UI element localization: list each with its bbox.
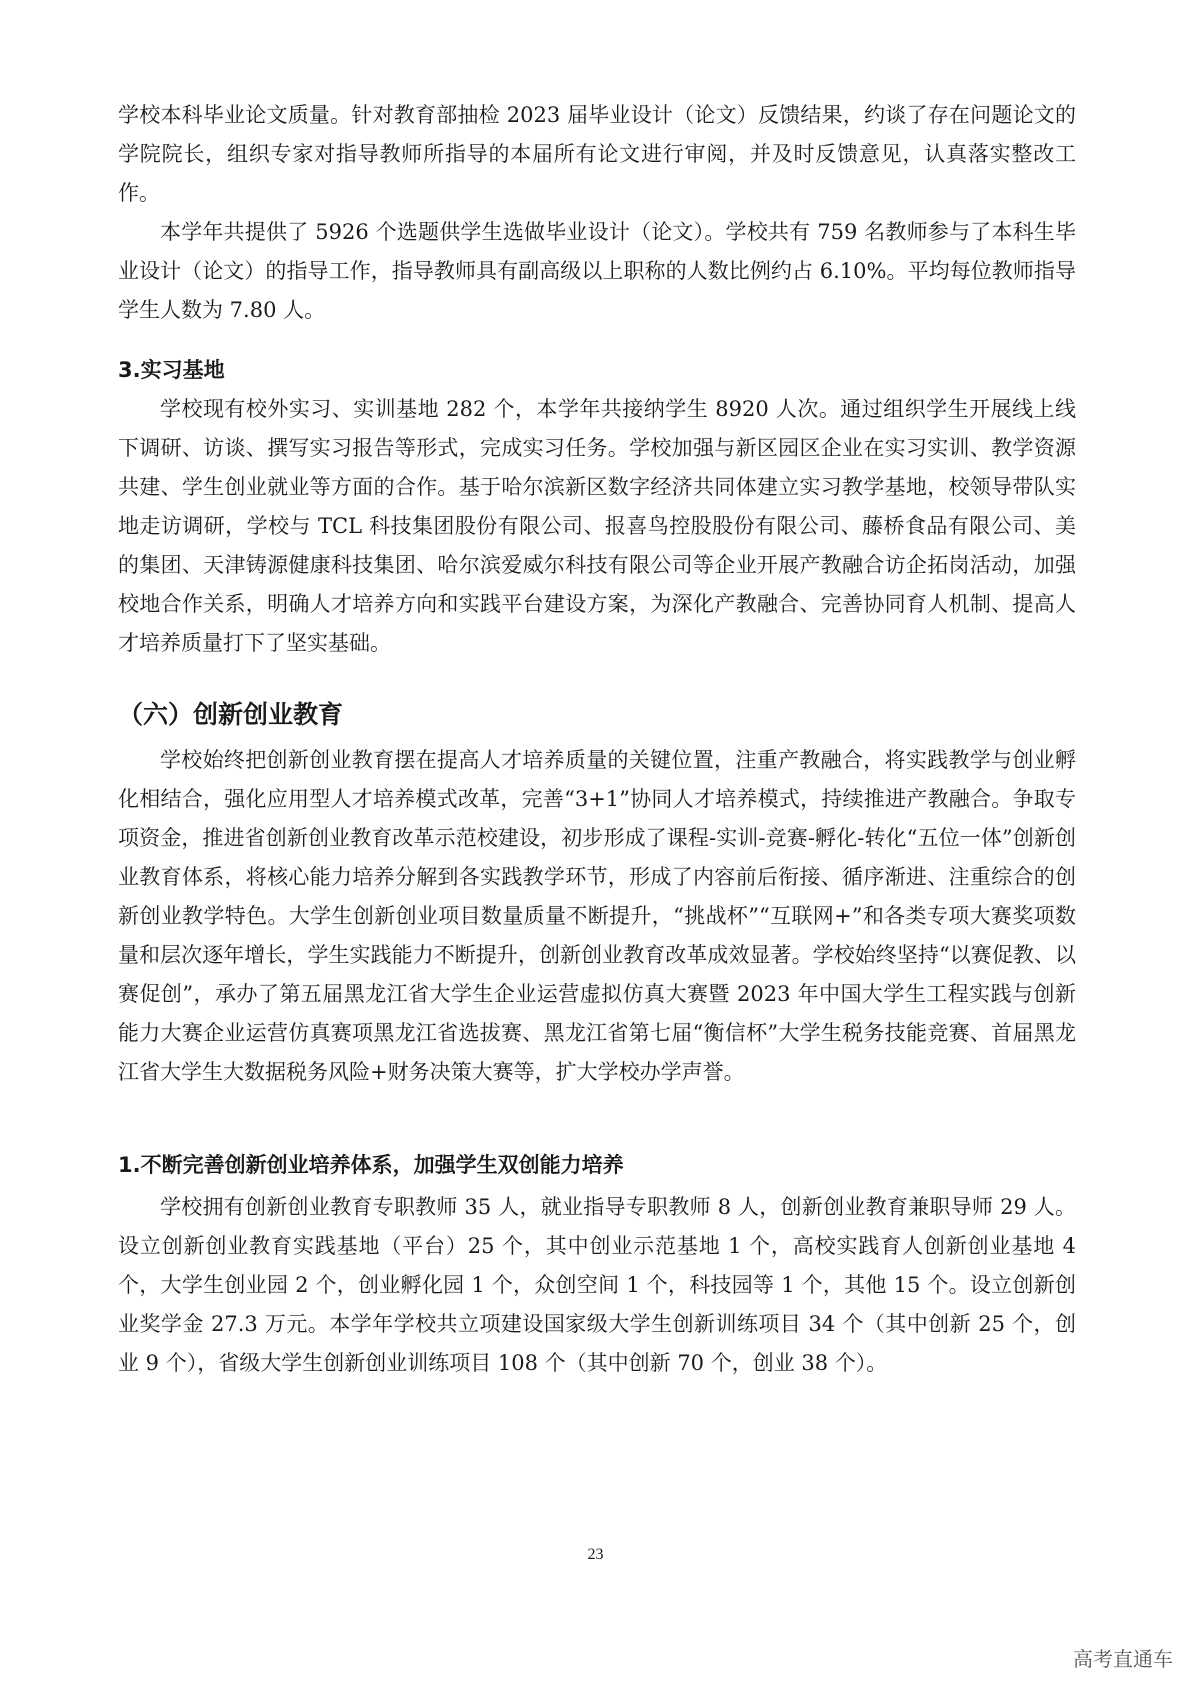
page-number: 23 [587,1546,604,1563]
section6-paragraph: 学校始终把创新创业教育摆在提高人才培养质量的关键位置，注重产教融合，将实践教学与创业孵化相结合，强化应用型人才培养模式改革，完善“3+1”协同人才培养模式，持续推进产教融合。争取专项资金，推进省创新创业教育改革示范校建设，初步形成了课程-实训-竞赛-孵化-转化“五位一体”创新创业教育体系，将核心能力培养分解到各实践教学环节，形成了内容前后衔接、循序渐进、注重综合的创新创业教学特色。大学生创新创业项目数量质量不断提升，“挑战杯”“互联网+”和各类专项大赛奖项数量和层次逐年增长，学生实践能力不断提升，创新创业教育改革成效显著。学校始终坚持“以赛促教、以赛促创”，承办了第五届黑龙江省大学生企业运营虚拟仿真大赛暨 2023 年中国大学生工程实践与创新能力大赛企业运营仿真赛项黑龙江省选拔赛、黑龙江省第七届“衡信杯”大学生税务技能竞赛、首届黑龙江省大学生大数据税务风险+财务决策大赛等，扩大学校办学声誉。 [118,748,1076,1084]
subsection1-heading: 1.不断完善创新创业培养体系，加强学生双创能力培养 [118,1153,624,1177]
section6-heading: （六）创新创业教育 [118,700,344,729]
intro-paragraph-2: 本学年共提供了 5926 个选题供学生选做毕业设计（论文）。学校共有 759 名教师参与了本科生毕业设计（论文）的指导工作，指导教师具有副高级以上职称的人数比例约占 6.10%。平均每位教师指导学生人数为 7.80 人。 [118,220,1076,322]
watermark-text: 高考直通车 [1073,1647,1173,1671]
internship-heading: 3.实习基地 [118,358,225,382]
internship-paragraph: 学校现有校外实习、实训基地 282 个，本学年共接纳学生 8920 人次。通过组织学生开展线上线下调研、访谈、撰写实习报告等形式，完成实习任务。学校加强与新区园区企业在实习实训、教学资源共建、学生创业就业等方面的合作。基于哈尔滨新区数字经济共同体建立实习教学基地，校领导带队实地走访调研，学校与 TCL 科技集团股份有限公司、报喜鸟控股股份有限公司、藤桥食品有限公司、美的集团、天津铸源健康科技集团、哈尔滨爱威尔科技有限公司等企业开展产教融合访企拓岗活动，加强校地合作关系，明确人才培养方向和实践平台建设方案，为深化产教融合、完善协同育人机制、提高人才培养质量打下了坚实基础。 [118,397,1076,655]
intro-paragraph-1: 学校本科毕业论文质量。针对教育部抽检 2023 届毕业设计（论文）反馈结果，约谈了存在问题论文的学院院长，组织专家对指导教师所指导的本届所有论文进行审阅，并及时反馈意见，认真落实整改工作。 [118,103,1076,205]
subsection1-paragraph: 学校拥有创新创业教育专职教师 35 人，就业指导专职教师 8 人，创新创业教育兼职导师 29 人。设立创新创业教育实践基地（平台）25 个，其中创业示范基地 1 个，高校实践育人创新创业基地 4 个，大学生创业园 2 个，创业孵化园 1 个，众创空间 1 个，科技园等 1 个，其他 15 个。设立创新创业奖学金 27.3 万元。本学年学校共立项建设国家级大学生创新训练项目 34 个（其中创新 25 个，创业 9 个），省级大学生创新创业训练项目 108 个（其中创新 70 个，创业 38 个）。 [118,1195,1076,1375]
